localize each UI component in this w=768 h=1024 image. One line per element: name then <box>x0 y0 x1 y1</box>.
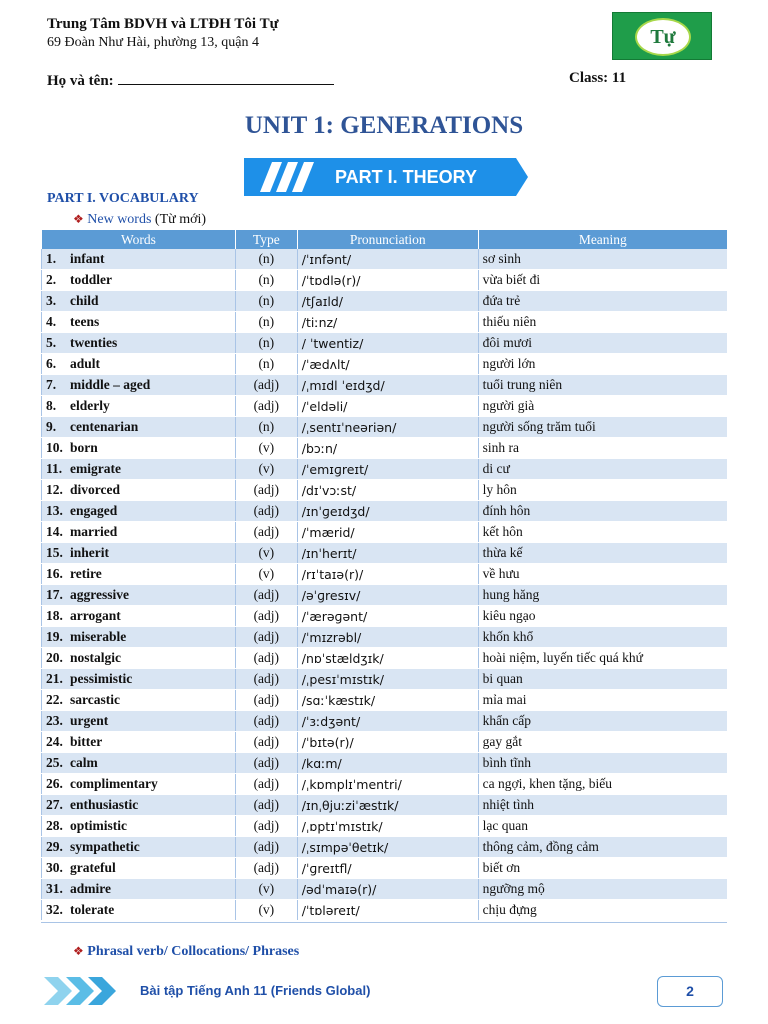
table-row <box>42 858 728 879</box>
row-number: 6. <box>46 356 57 371</box>
class-label: Class: 11 <box>569 70 627 86</box>
word-cell <box>42 480 236 501</box>
meaning-cell: khẩn cấp <box>478 711 727 732</box>
row-number: 27. <box>46 797 63 812</box>
row-number: 28. <box>46 818 63 833</box>
header-pronunciation: Pronunciation <box>297 230 478 249</box>
type-cell: (adj) <box>235 585 297 606</box>
vocabulary-table <box>41 230 727 921</box>
pronunciation-cell: /nɒˈstældʒɪk/ <box>297 648 478 669</box>
word-cell <box>42 858 236 879</box>
type-cell: (n) <box>235 417 297 438</box>
pronunciation-cell: /əˈɡresɪv/ <box>297 585 478 606</box>
table-row <box>42 480 728 501</box>
type-cell: (adj) <box>235 774 297 795</box>
word-cell <box>42 732 236 753</box>
type-cell: (adj) <box>235 690 297 711</box>
row-number: 12. <box>46 482 63 497</box>
pronunciation-cell: /ədˈmaɪə(r)/ <box>297 879 478 900</box>
word-text: enthusiastic <box>70 797 139 812</box>
section-heading: PART I. VOCABULARY <box>47 191 199 206</box>
type-cell: (adj) <box>235 375 297 396</box>
table-row <box>42 879 728 900</box>
type-cell: (adj) <box>235 816 297 837</box>
meaning-cell: thừa kế <box>478 543 727 564</box>
pronunciation-cell: /ˈædʌlt/ <box>297 354 478 375</box>
name-blank[interactable] <box>118 70 334 85</box>
type-cell: (n) <box>235 354 297 375</box>
row-number: 22. <box>46 692 63 707</box>
word-text: nostalgic <box>70 650 122 665</box>
meaning-cell: thông cảm, đồng cảm <box>478 837 727 858</box>
type-cell: (n) <box>235 270 297 291</box>
meaning-cell: khốn khổ <box>478 627 727 648</box>
word-text: tolerate <box>70 902 115 917</box>
word-cell <box>42 837 236 858</box>
pronunciation-cell: / ˈtwentiz/ <box>297 333 478 354</box>
pronunciation-cell: /ˈemɪɡreɪt/ <box>297 459 478 480</box>
pronunciation-cell: /ˌkɒmplɪˈmentri/ <box>297 774 478 795</box>
type-cell: (v) <box>235 438 297 459</box>
row-number: 7. <box>46 377 57 392</box>
table-row <box>42 837 728 858</box>
type-cell: (n) <box>235 249 297 270</box>
logo <box>612 12 712 60</box>
table-row <box>42 375 728 396</box>
meaning-cell: biết ơn <box>478 858 727 879</box>
header-meaning: Meaning <box>478 230 727 249</box>
row-number: 10. <box>46 440 63 455</box>
theory-banner <box>244 158 528 196</box>
pronunciation-cell: /ˈtɒləreɪt/ <box>297 900 478 921</box>
table-row <box>42 291 728 312</box>
pronunciation-cell: /ˌsentɪˈneəriən/ <box>297 417 478 438</box>
word-text: born <box>70 440 98 455</box>
table-row <box>42 690 728 711</box>
pronunciation-cell: /ˈbɪtə(r)/ <box>297 732 478 753</box>
table-row <box>42 333 728 354</box>
word-cell <box>42 711 236 732</box>
pronunciation-cell: /rɪˈtaɪə(r)/ <box>297 564 478 585</box>
diamond-bullet-icon: ❖ <box>73 212 84 226</box>
word-text: complimentary <box>70 776 158 791</box>
word-cell <box>42 690 236 711</box>
meaning-cell: chịu đựng <box>478 900 727 921</box>
row-number: 29. <box>46 839 63 854</box>
meaning-cell: kết hôn <box>478 522 727 543</box>
meaning-cell: sinh ra <box>478 438 727 459</box>
row-number: 16. <box>46 566 63 581</box>
pronunciation-cell: /ˌpesɪˈmɪstɪk/ <box>297 669 478 690</box>
meaning-cell: ly hôn <box>478 480 727 501</box>
table-row <box>42 732 728 753</box>
word-cell <box>42 354 236 375</box>
word-cell <box>42 753 236 774</box>
table-bottom-border <box>41 922 727 923</box>
table-row <box>42 501 728 522</box>
row-number: 19. <box>46 629 63 644</box>
word-cell <box>42 522 236 543</box>
meaning-cell: hung hăng <box>478 585 727 606</box>
type-cell: (n) <box>235 312 297 333</box>
word-cell <box>42 459 236 480</box>
table-row <box>42 606 728 627</box>
word-text: miserable <box>70 629 127 644</box>
table-row <box>42 711 728 732</box>
row-number: 3. <box>46 293 57 308</box>
row-number: 11. <box>46 461 63 476</box>
type-cell: (adj) <box>235 837 297 858</box>
chevron-arrows-icon <box>44 975 120 1007</box>
table-row <box>42 648 728 669</box>
word-text: sympathetic <box>70 839 140 854</box>
meaning-cell: gay gắt <box>478 732 727 753</box>
word-text: child <box>70 293 99 308</box>
meaning-cell: thiếu niên <box>478 312 727 333</box>
word-text: teens <box>70 314 100 329</box>
word-text: infant <box>70 251 105 266</box>
word-cell <box>42 816 236 837</box>
pronunciation-cell: /sɑːˈkæstɪk/ <box>297 690 478 711</box>
meaning-cell: sơ sinh <box>478 249 727 270</box>
meaning-cell: mỉa mai <box>478 690 727 711</box>
row-number: 1. <box>46 251 57 266</box>
word-text: bitter <box>70 734 103 749</box>
type-cell: (adj) <box>235 606 297 627</box>
pronunciation-cell: /tiːnz/ <box>297 312 478 333</box>
pronunciation-cell: /tʃaɪld/ <box>297 291 478 312</box>
word-text: grateful <box>70 860 116 875</box>
table-row <box>42 585 728 606</box>
table-row <box>42 354 728 375</box>
meaning-cell: kiêu ngạo <box>478 606 727 627</box>
pronunciation-cell: /dɪˈvɔːst/ <box>297 480 478 501</box>
phrasal-heading-text: Phrasal verb/ Collocations/ Phrases <box>87 944 300 959</box>
name-label: Họ và tên: <box>47 73 114 89</box>
type-cell: (v) <box>235 900 297 921</box>
row-number: 13. <box>46 503 63 518</box>
pronunciation-cell: /bɔːn/ <box>297 438 478 459</box>
meaning-cell: về hưu <box>478 564 727 585</box>
word-cell <box>42 396 236 417</box>
row-number: 15. <box>46 545 63 560</box>
word-text: middle – aged <box>70 377 151 392</box>
meaning-cell: nhiệt tình <box>478 795 727 816</box>
word-text: calm <box>70 755 98 770</box>
row-number: 32. <box>46 902 63 917</box>
type-cell: (adj) <box>235 711 297 732</box>
table-row <box>42 900 728 921</box>
pronunciation-cell: /ˌsɪmpəˈθetɪk/ <box>297 837 478 858</box>
pronunciation-cell: /ɪnˈɡeɪdʒd/ <box>297 501 478 522</box>
table-row <box>42 522 728 543</box>
table-row <box>42 543 728 564</box>
logo-text: Tự <box>635 18 691 56</box>
row-number: 14. <box>46 524 63 539</box>
word-cell <box>42 270 236 291</box>
meaning-cell: người lớn <box>478 354 727 375</box>
row-number: 23. <box>46 713 63 728</box>
table-row <box>42 753 728 774</box>
word-text: elderly <box>70 398 110 413</box>
word-cell <box>42 669 236 690</box>
new-words-lead: New words <box>87 212 152 227</box>
table-row <box>42 270 728 291</box>
table-row <box>42 816 728 837</box>
pronunciation-cell: /ˈeldəli/ <box>297 396 478 417</box>
word-cell <box>42 627 236 648</box>
meaning-cell: người sống trăm tuổi <box>478 417 727 438</box>
type-cell: (adj) <box>235 501 297 522</box>
word-cell <box>42 291 236 312</box>
meaning-cell: ca ngợi, khen tặng, biếu <box>478 774 727 795</box>
type-cell: (v) <box>235 543 297 564</box>
table-row <box>42 438 728 459</box>
pronunciation-cell: /ˈmærid/ <box>297 522 478 543</box>
meaning-cell: bi quan <box>478 669 727 690</box>
table-row <box>42 312 728 333</box>
word-cell <box>42 333 236 354</box>
table-row <box>42 774 728 795</box>
word-text: engaged <box>70 503 118 518</box>
row-number: 30. <box>46 860 63 875</box>
type-cell: (v) <box>235 564 297 585</box>
pronunciation-cell: /ˈɜːdʒənt/ <box>297 711 478 732</box>
type-cell: (adj) <box>235 648 297 669</box>
word-text: centenarian <box>70 419 139 434</box>
word-text: toddler <box>70 272 112 287</box>
meaning-cell: đôi mươi <box>478 333 727 354</box>
pronunciation-cell: /ˈɡreɪtfl/ <box>297 858 478 879</box>
word-text: married <box>70 524 118 539</box>
row-number: 24. <box>46 734 63 749</box>
meaning-cell: tuổi trung niên <box>478 375 727 396</box>
pronunciation-cell: /ˌmɪdl ˈeɪdʒd/ <box>297 375 478 396</box>
row-number: 4. <box>46 314 57 329</box>
word-cell <box>42 375 236 396</box>
row-number: 20. <box>46 650 63 665</box>
type-cell: (n) <box>235 333 297 354</box>
table-row <box>42 669 728 690</box>
type-cell: (adj) <box>235 732 297 753</box>
name-field <box>47 70 334 90</box>
type-cell: (adj) <box>235 522 297 543</box>
word-cell <box>42 879 236 900</box>
table-row <box>42 249 728 270</box>
meaning-cell: đính hôn <box>478 501 727 522</box>
table-row <box>42 564 728 585</box>
meaning-cell: bình tĩnh <box>478 753 727 774</box>
word-cell <box>42 564 236 585</box>
type-cell: (adj) <box>235 795 297 816</box>
row-number: 2. <box>46 272 57 287</box>
row-number: 25. <box>46 755 63 770</box>
pronunciation-cell: /ˈærəɡənt/ <box>297 606 478 627</box>
org-name: Trung Tâm BDVH và LTĐH Tôi Tự <box>47 16 279 32</box>
table-row <box>42 627 728 648</box>
meaning-cell: di cư <box>478 459 727 480</box>
pronunciation-cell: /ˈɪnfənt/ <box>297 249 478 270</box>
word-text: adult <box>70 356 101 371</box>
word-cell <box>42 774 236 795</box>
word-text: divorced <box>70 482 120 497</box>
org-address: 69 Đoàn Như Hài, phường 13, quận 4 <box>47 35 259 50</box>
type-cell: (adj) <box>235 669 297 690</box>
word-text: admire <box>70 881 111 896</box>
new-words-note: (Từ mới) <box>151 212 207 227</box>
word-text: pessimistic <box>70 671 133 686</box>
table-row <box>42 396 728 417</box>
meaning-cell: lạc quan <box>478 816 727 837</box>
word-cell <box>42 501 236 522</box>
word-cell <box>42 312 236 333</box>
word-text: sarcastic <box>70 692 120 707</box>
table-row <box>42 459 728 480</box>
type-cell: (adj) <box>235 627 297 648</box>
pronunciation-cell: /ˈmɪzrəbl/ <box>297 627 478 648</box>
word-cell <box>42 543 236 564</box>
pronunciation-cell: /ɪnˈherɪt/ <box>297 543 478 564</box>
meaning-cell: người già <box>478 396 727 417</box>
pronunciation-cell: /kɑːm/ <box>297 753 478 774</box>
table-row <box>42 795 728 816</box>
row-number: 9. <box>46 419 57 434</box>
word-cell <box>42 417 236 438</box>
row-number: 8. <box>46 398 57 413</box>
header-type: Type <box>235 230 297 249</box>
page-number: 2 <box>657 976 723 1007</box>
table-row <box>42 417 728 438</box>
banner-text: PART I. THEORY <box>334 167 477 187</box>
meaning-cell: vừa biết đi <box>478 270 727 291</box>
word-cell <box>42 648 236 669</box>
word-cell <box>42 606 236 627</box>
word-cell <box>42 438 236 459</box>
header-words: Words <box>42 230 236 249</box>
row-number: 31. <box>46 881 63 896</box>
row-number: 18. <box>46 608 63 623</box>
word-text: emigrate <box>70 461 121 476</box>
table-header-row <box>42 230 728 249</box>
type-cell: (adj) <box>235 480 297 501</box>
type-cell: (v) <box>235 459 297 480</box>
word-cell <box>42 249 236 270</box>
word-text: inherit <box>70 545 109 560</box>
type-cell: (n) <box>235 291 297 312</box>
type-cell: (adj) <box>235 396 297 417</box>
word-cell <box>42 585 236 606</box>
word-cell <box>42 795 236 816</box>
word-cell <box>42 900 236 921</box>
word-text: twenties <box>70 335 118 350</box>
meaning-cell: ngưỡng mộ <box>478 879 727 900</box>
type-cell: (v) <box>235 879 297 900</box>
word-text: aggressive <box>70 587 129 602</box>
pronunciation-cell: /ˌɒptɪˈmɪstɪk/ <box>297 816 478 837</box>
unit-title: UNIT 1: GENERATIONS <box>244 112 524 139</box>
meaning-cell: đứa trẻ <box>478 291 727 312</box>
word-text: urgent <box>70 713 109 728</box>
new-words-heading <box>73 212 206 228</box>
word-text: arrogant <box>70 608 121 623</box>
meaning-cell: hoài niệm, luyến tiếc quá khứ <box>478 648 727 669</box>
footer-text: Bài tập Tiếng Anh 11 (Friends Global) <box>140 983 371 998</box>
row-number: 5. <box>46 335 57 350</box>
phrasal-heading <box>73 944 299 960</box>
row-number: 21. <box>46 671 63 686</box>
type-cell: (adj) <box>235 858 297 879</box>
pronunciation-cell: /ˈtɒdlə(r)/ <box>297 270 478 291</box>
word-text: retire <box>70 566 102 581</box>
row-number: 17. <box>46 587 63 602</box>
pronunciation-cell: /ɪnˌθjuːziˈæstɪk/ <box>297 795 478 816</box>
word-text: optimistic <box>70 818 127 833</box>
diamond-bullet-icon: ❖ <box>73 944 84 958</box>
row-number: 26. <box>46 776 63 791</box>
type-cell: (adj) <box>235 753 297 774</box>
